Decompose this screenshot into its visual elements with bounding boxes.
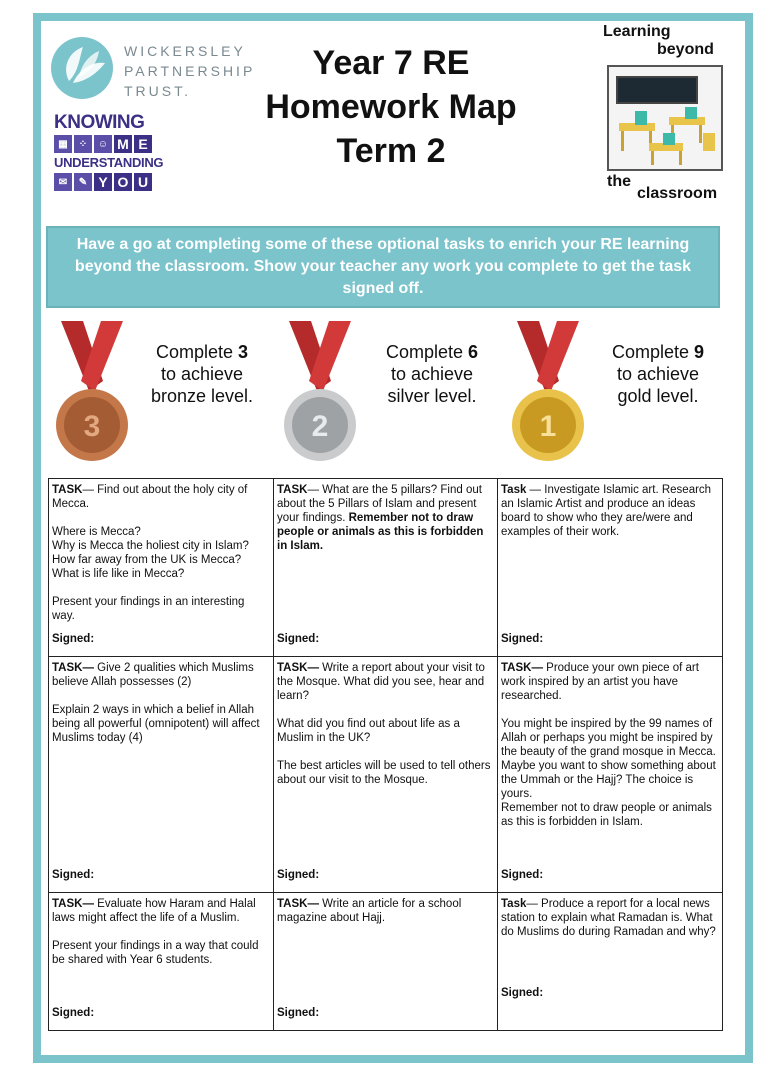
kmuy-letter: Y	[94, 173, 112, 191]
level-count: 3	[238, 342, 249, 362]
task-text: Write an article for a school magazine about Hajj.	[277, 898, 462, 924]
task-warning: Remember not to draw people or animals as this is forbidden in Islam.	[277, 512, 484, 552]
title-line: Term 2	[336, 132, 446, 170]
signed-label: Signed:	[501, 633, 544, 645]
level-mid: to achieve	[160, 364, 244, 384]
level-text	[367, 341, 497, 407]
task-cell	[274, 893, 498, 1031]
task-lead: TASK—	[52, 898, 94, 910]
task-text: — Find out about the holy city of Mecca.	[52, 484, 248, 510]
level-count: 9	[694, 342, 705, 362]
level-pre: Complete	[385, 342, 469, 362]
task-lead: TASK	[52, 484, 83, 496]
task-paragraph: Present your findings in an interesting way.	[52, 596, 245, 622]
task-cell	[49, 479, 274, 657]
task-lead: Task	[501, 484, 527, 496]
task-text: Evaluate how Haram and Halal laws might affect the life of a Muslim.	[52, 898, 256, 924]
gold-medal-icon	[509, 321, 587, 467]
chat-icon: ✉	[54, 173, 72, 191]
task-cell	[498, 479, 723, 657]
kmuy-letter: M	[114, 135, 132, 153]
table-row	[49, 657, 723, 893]
kmuy-letter: O	[114, 173, 132, 191]
medal-number: 2	[311, 410, 329, 443]
task-cell	[274, 479, 498, 657]
task-lead: TASK	[277, 484, 308, 496]
org-name-line: TRUST.	[124, 83, 191, 99]
learning-beyond-classroom-logo	[601, 23, 741, 203]
title-line: Year 7 RE	[312, 44, 470, 82]
level-pre: Complete	[611, 342, 695, 362]
knowing-me-understanding-you-logo	[54, 113, 174, 193]
task-text: — Produce a report for a local news station to explain what Ramadan is. What do Muslims do during Ramadan and why?	[501, 898, 716, 938]
pencil-icon: ✎	[74, 173, 92, 191]
page-content	[41, 21, 745, 1055]
level-text	[137, 341, 267, 407]
signed-label: Signed:	[501, 987, 544, 999]
lbc-word: the	[607, 173, 631, 190]
task-lead: TASK—	[501, 662, 543, 674]
task-cell	[49, 657, 274, 893]
task-cell	[49, 893, 274, 1031]
level-name: gold level.	[617, 386, 699, 406]
page-title	[221, 41, 561, 173]
wickersley-leaf-logo-icon	[49, 33, 119, 103]
task-paragraph: Explain 2 ways in which a belief in Allah being all powerful (omnipotent) will affect Muslims today (4)	[52, 704, 260, 744]
dots-icon: ⁘	[74, 135, 92, 153]
level-mid: to achieve	[616, 364, 700, 384]
bronze-medal-icon	[53, 321, 131, 467]
kmuy-line1: KNOWING	[54, 112, 145, 133]
level-mid: to achieve	[390, 364, 474, 384]
task-lead: TASK—	[52, 662, 94, 674]
signed-label: Signed:	[52, 633, 95, 645]
task-text: — Investigate Islamic art. Research an Islamic Artist and produce an ideas board to show who they are/were and examples of their work.	[501, 484, 712, 538]
task-lead: Task	[501, 898, 527, 910]
level-name: bronze level.	[150, 386, 254, 406]
task-lead: TASK—	[277, 662, 319, 674]
kmuy-line2: UNDERSTANDING	[54, 155, 164, 170]
task-cell	[498, 893, 723, 1031]
lbc-word: beyond	[657, 41, 714, 58]
task-paragraph: You might be inspired by the 99 names of Allah or perhaps you might be inspired by the beauty of the grand mosque in Mecca. Maybe you want to show something about the Ummah or the Hajj? The choice is yours. Remember not to draw people or animals as this is forbidden in Islam.	[501, 718, 716, 828]
instructions-banner: Have a go at completing some of these optional tasks to enrich your RE learning beyond the classroom. Show your teacher any work you complete to get the task signed off.	[46, 226, 720, 308]
task-paragraph: The best articles will be used to tell others about our visit to the Mosque.	[277, 760, 491, 786]
task-table	[48, 478, 723, 1031]
silver-medal-icon	[281, 321, 359, 467]
level-name: silver level.	[387, 386, 477, 406]
signed-label: Signed:	[277, 633, 320, 645]
task-lead: TASK—	[277, 898, 319, 910]
title-line: Homework Map	[265, 88, 517, 126]
task-text: Write a report about your visit to the Mosque. What did you see, hear and learn?	[277, 662, 485, 702]
org-name-line: WICKERSLEY	[124, 43, 246, 59]
kmuy-letter: U	[134, 173, 152, 191]
signed-label: Signed:	[277, 1007, 320, 1019]
task-paragraph: What did you find out about life as a Muslim in the UK?	[277, 718, 460, 744]
level-text	[593, 341, 723, 407]
task-text: Produce your own piece of art work inspired by an artist you have researched.	[501, 662, 699, 702]
grid-icon: ▦	[54, 135, 72, 153]
task-paragraph: Where is Mecca? Why is Mecca the holiest city in Islam? How far away from the UK is Mecca? What is life like in Mecca?	[52, 526, 249, 580]
task-text: — What are the 5 pillars? Find out about the 5 Pillars of Islam and present your findings.	[277, 484, 482, 524]
signed-label: Signed:	[277, 869, 320, 881]
kmuy-letter: E	[134, 135, 152, 153]
people-icon: ☺	[94, 135, 112, 153]
lbc-word: Learning	[603, 23, 671, 40]
level-pre: Complete	[155, 342, 239, 362]
task-cell	[498, 657, 723, 893]
signed-label: Signed:	[52, 1007, 95, 1019]
level-count: 6	[468, 342, 479, 362]
signed-label: Signed:	[501, 869, 544, 881]
medal-number: 1	[539, 410, 557, 443]
org-name-line: PARTNERSHIP	[124, 63, 256, 79]
task-paragraph: Present your findings in a way that could be shared with Year 6 students.	[52, 940, 259, 966]
task-cell	[274, 657, 498, 893]
table-row	[49, 479, 723, 657]
task-text: Give 2 qualities which Muslims believe Allah possesses (2)	[52, 662, 254, 688]
table-row	[49, 893, 723, 1031]
signed-label: Signed:	[52, 869, 95, 881]
classroom-icon	[607, 65, 723, 171]
lbc-word: classroom	[637, 185, 718, 202]
medal-number: 3	[83, 410, 101, 443]
